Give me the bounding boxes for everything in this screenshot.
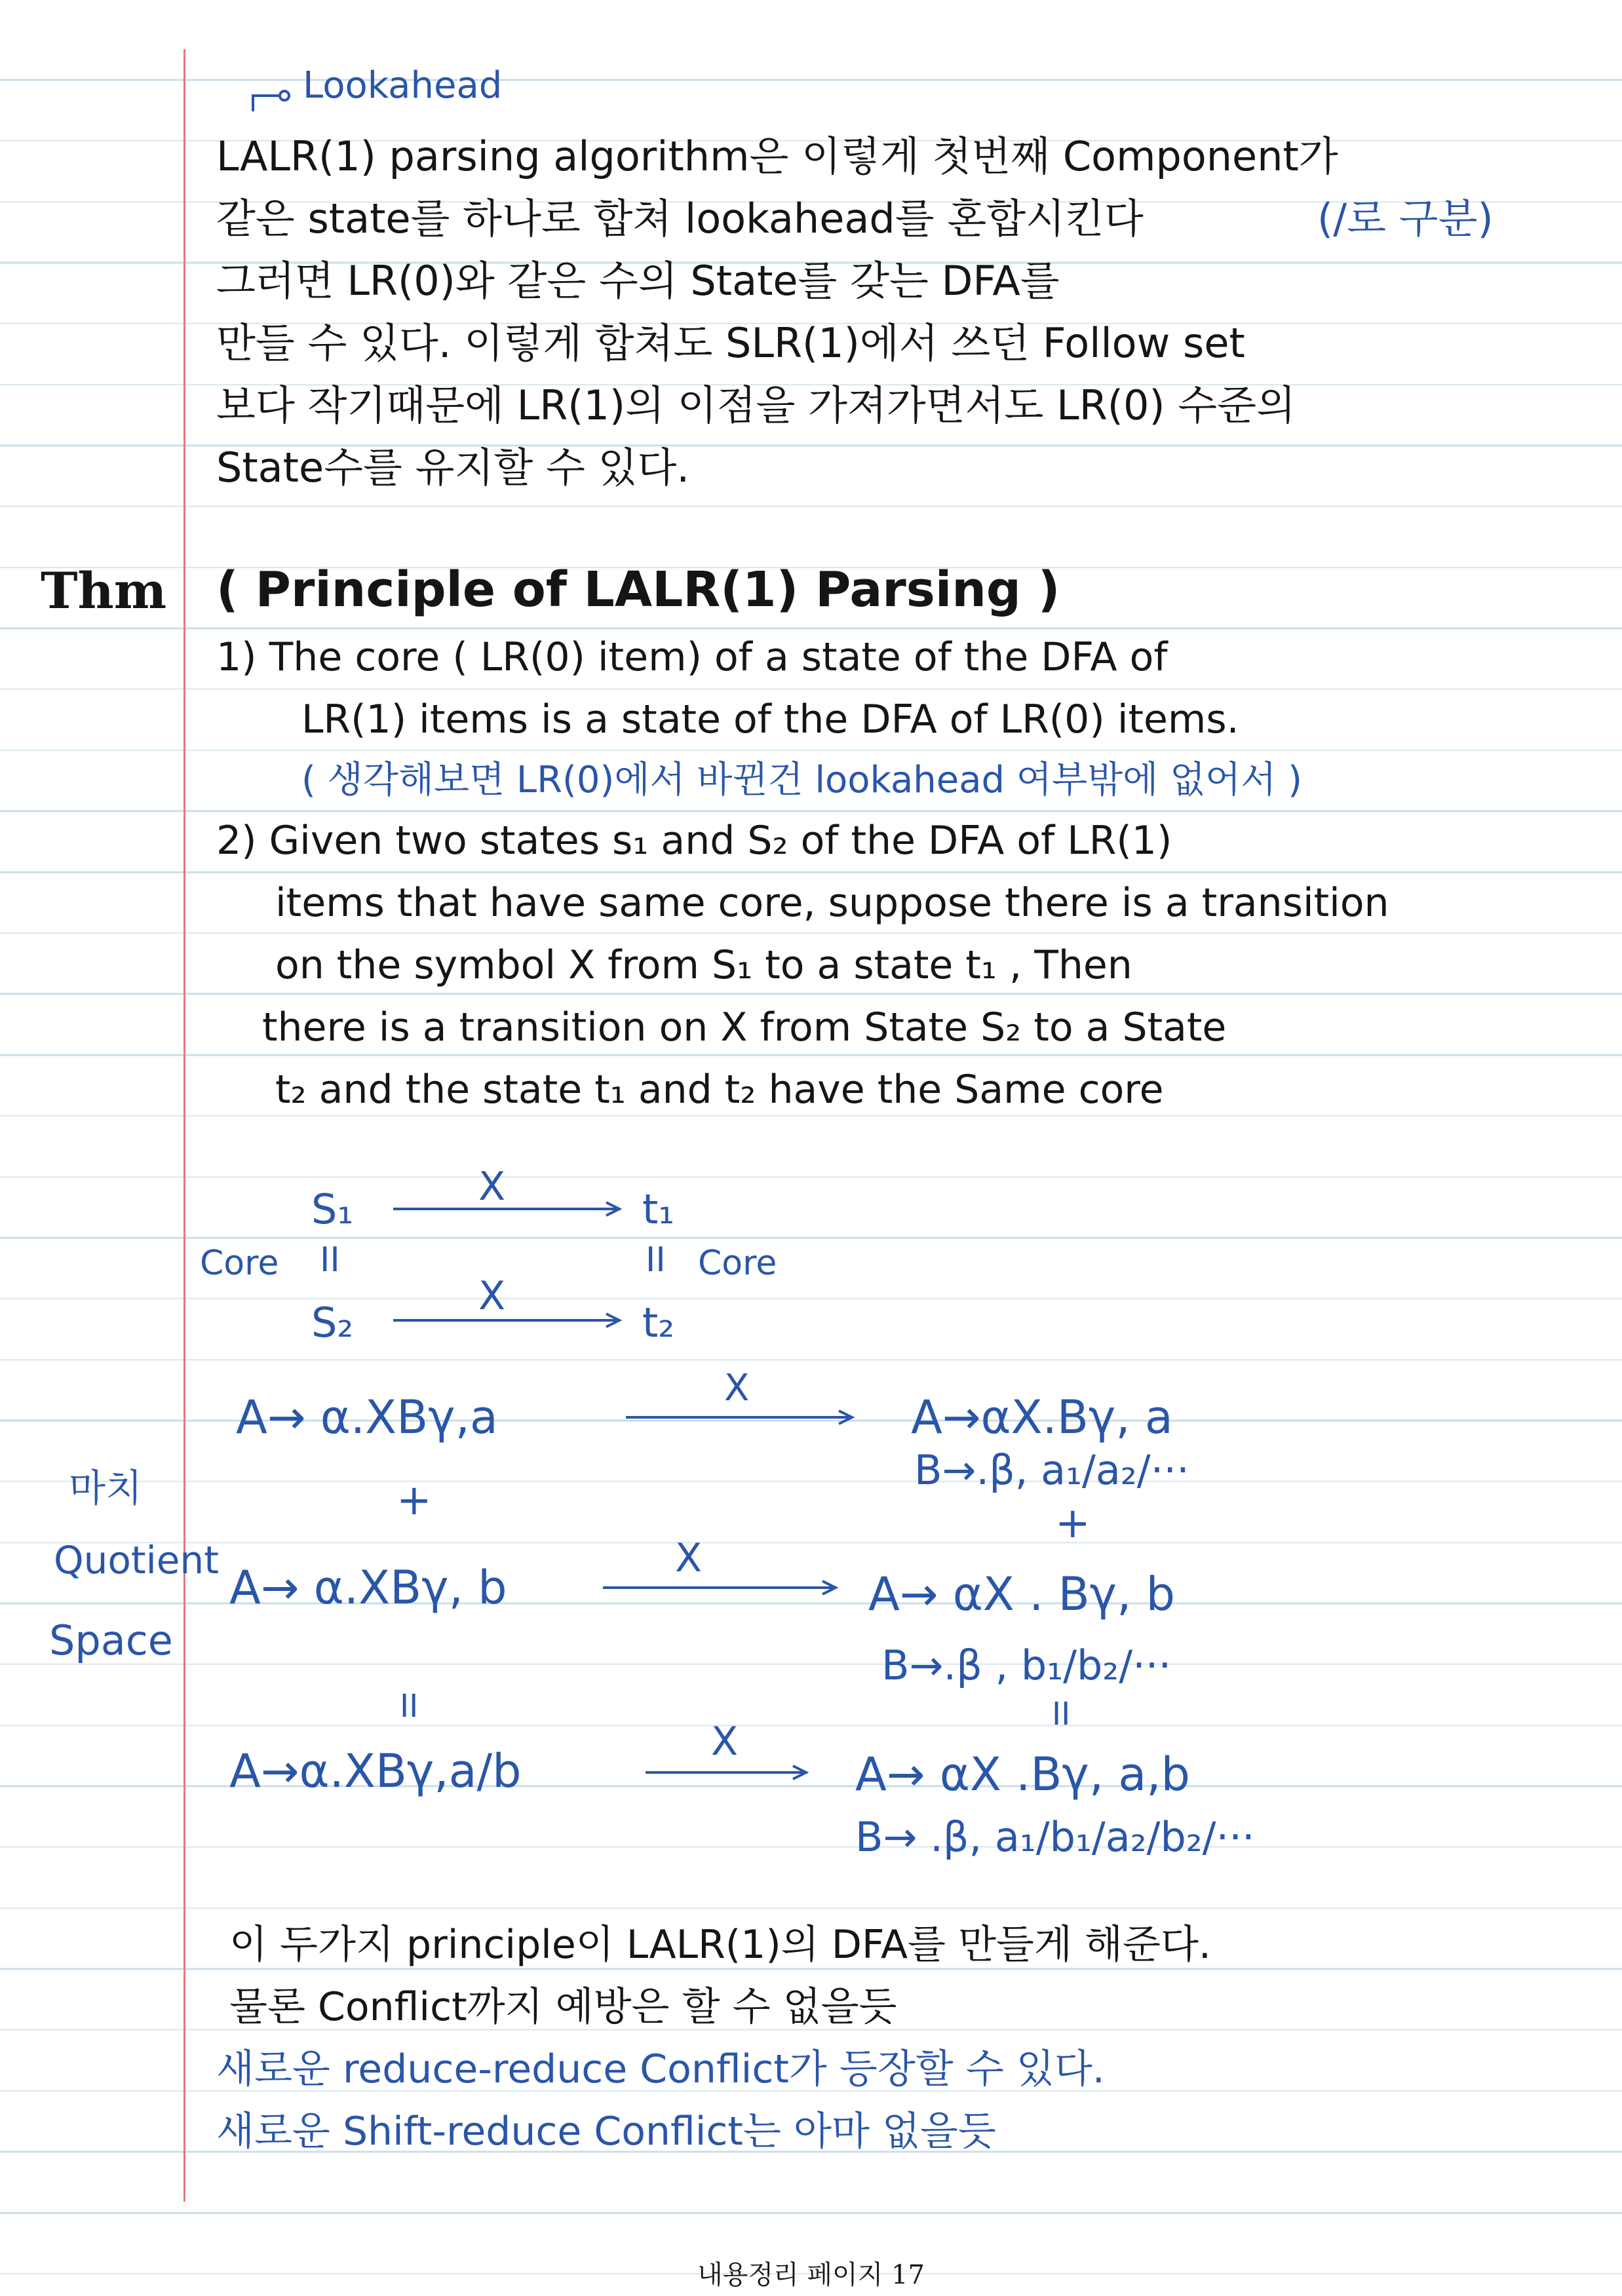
principle-2-line-2: items that have same core, suppose there is a transition <box>275 880 1389 926</box>
quotient-row1-left: A→ α.XBγ,a <box>236 1390 498 1444</box>
conclusion-note-2: 새로운 Shift-reduce Conflict는 아마 없을듯 <box>216 2109 996 2154</box>
diagram-s1: S₁ <box>311 1185 354 1233</box>
quotient-row2-right-1: A→ αX . Bγ, b <box>868 1567 1176 1621</box>
quotient-row3-arrow <box>646 1763 816 1782</box>
quotient-label-1: 마치 <box>69 1466 143 1510</box>
principle-1-line-2: LR(1) items is a state of the DFA of LR(0) items. <box>301 697 1239 742</box>
diagram-x-top: X <box>478 1164 506 1210</box>
quotient-row2-right-2: B→.β , b₁/b₂/··· <box>881 1641 1172 1689</box>
quotient-row1-symbol: X <box>724 1367 750 1409</box>
intro-line-3: 그러면 LR(0)와 같은 수의 State를 갖는 DFA를 <box>216 257 1060 305</box>
intro-line-5: 보다 작기때문에 LR(1)의 이점을 가져가면서도 LR(0) 수준의 <box>216 381 1296 429</box>
principle-2-line-3: on the symbol X from S₁ to a state t₁ , Then <box>275 942 1132 988</box>
theorem-title: ( Principle of LALR(1) Parsing ) <box>216 562 1060 618</box>
quotient-row2-left: A→ α.XBγ, b <box>229 1561 507 1615</box>
principle-2-line-4: there is a transition on X from State S₂ to a State <box>262 1004 1227 1050</box>
margin-line <box>183 49 185 2202</box>
lookahead-tag: Lookahead <box>303 64 503 107</box>
diagram-eq-left: II <box>320 1240 340 1280</box>
conclusion-note-1: 새로운 reduce-reduce Conflict가 등장할 수 있다. <box>216 2046 1105 2092</box>
diagram-arrow-bottom <box>393 1311 629 1330</box>
diagram-s2: S₂ <box>311 1299 354 1347</box>
quotient-row3-left: A→α.XBγ,a/b <box>229 1744 522 1798</box>
quotient-label-2: Quotient <box>54 1538 219 1582</box>
quotient-row1-right-2: B→.β, a₁/a₂/··· <box>914 1446 1189 1494</box>
diagram-t1: t₁ <box>642 1185 675 1233</box>
conclusion-line-1: 이 두가지 principle이 LALR(1)의 DFA를 만들게 해준다. <box>229 1922 1211 1968</box>
quotient-row2-arrow <box>603 1578 845 1598</box>
quotient-label-3: Space <box>49 1617 173 1664</box>
diagram-core-right: Core <box>698 1244 777 1283</box>
theorem-tag: Thm <box>41 562 167 620</box>
intro-line-1: LALR(1) parsing algorithm은 이렇게 첫번째 Component가 <box>216 132 1338 180</box>
quotient-eq-right: II <box>1052 1696 1071 1732</box>
quotient-row1-arrow <box>626 1407 862 1427</box>
quotient-row3-right-2: B→ .β, a₁/b₁/a₂/b₂/··· <box>855 1813 1255 1861</box>
principle-1-line-1: 1) The core ( LR(0) item) of a state of the DFA of <box>216 634 1168 680</box>
lookahead-pointer-icon <box>248 79 300 118</box>
quotient-eq-left: II <box>400 1688 419 1725</box>
quotient-row3-right-1: A→ αX .Bγ, a,b <box>855 1748 1190 1801</box>
quotient-plus-left: + <box>396 1476 432 1525</box>
principle-1-note: ( 생각해보면 LR(0)에서 바뀐건 lookahead 여부밖에 없어서 ) <box>301 759 1303 801</box>
diagram-eq-right: II <box>646 1240 666 1280</box>
quotient-plus-right: + <box>1055 1499 1091 1548</box>
diagram-t2: t₂ <box>642 1299 675 1347</box>
conclusion-line-2: 물론 Conflict까지 예방은 할 수 없을듯 <box>229 1984 897 2030</box>
principle-2-line-5: t₂ and the state t₁ and t₂ have the Same core <box>275 1067 1164 1113</box>
diagram-arrow-top <box>393 1199 629 1219</box>
quotient-row3-symbol: X <box>711 1719 739 1765</box>
intro-side-note: (/로 구분) <box>1317 195 1494 242</box>
principle-2-line-1: 2) Given two states s₁ and S₂ of the DFA of LR(1) <box>216 818 1172 864</box>
quotient-row2-symbol: X <box>675 1535 703 1581</box>
diagram-core-left: Core <box>200 1244 279 1283</box>
page-footer: 내용정리 페이지 17 <box>697 2260 925 2290</box>
intro-line-4: 만들 수 있다. 이렇게 합쳐도 SLR(1)에서 쓰던 Follow set <box>216 319 1245 367</box>
intro-line-6: State수를 유지할 수 있다. <box>216 444 690 491</box>
diagram-x-bottom: X <box>478 1273 506 1319</box>
intro-line-2: 같은 state를 하나로 합쳐 lookahead를 혼합시킨다 <box>216 195 1144 242</box>
quotient-row1-right-1: A→αX.Bγ, a <box>911 1390 1173 1444</box>
